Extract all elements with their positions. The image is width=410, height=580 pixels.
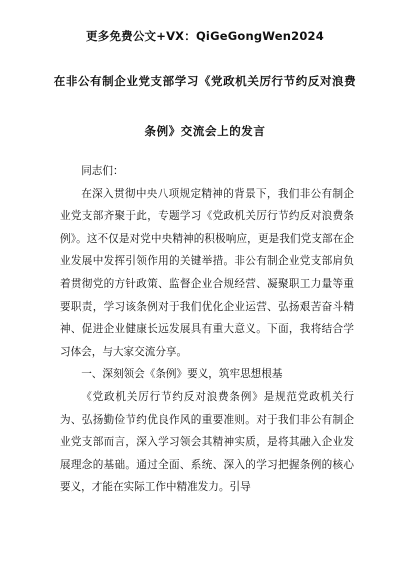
- body-paragraph-intro: 在深入贯彻中央八项规定精神的背景下，我们非公有制企业党支部齐聚于此，专题学习《党政机关厉行节约反对浪费条例》。这不仅是对党中央精神的积极响应，更是我们党支部在企业发展中发挥引领作用的关键举措。非公有制企业党支部肩负着贯彻党的方针政策、监督企业合规经营、凝聚职工力量等重要职责，学习该条例对于我们优化企业运营、弘扬艰苦奋斗精神、促进企业健康长远发展具有重大意义。下面，我将结合学习体会，与大家交流分享。: [60, 187, 354, 358]
- document-body: [60, 160, 354, 499]
- section-heading: 一、深刻领会《条例》要义，筑牢思想根基: [81, 368, 283, 381]
- document-title-line-1: 在非公有制企业党支部学习《党政机关厉行节约反对浪费: [53, 74, 357, 88]
- body-paragraph: 《党政机关厉行节约反对浪费条例》是规范党政机关行为、弘扬勤俭节约优良作风的重要准则。对于我们非公有制企业党支部而言，深入学习领会其精神实质，是将其融入企业发展理念的基础。通过全面、系统、深入的学习把握条例的核心要义，才能在实际工作中精准发力。引导: [60, 390, 354, 494]
- document-title-line-2: 条例》交流会上的发言: [144, 124, 266, 138]
- header-note: 更多免费公文+VX：QiGeGongWen2024: [86, 29, 324, 43]
- salutation: 同志们：: [81, 165, 124, 177]
